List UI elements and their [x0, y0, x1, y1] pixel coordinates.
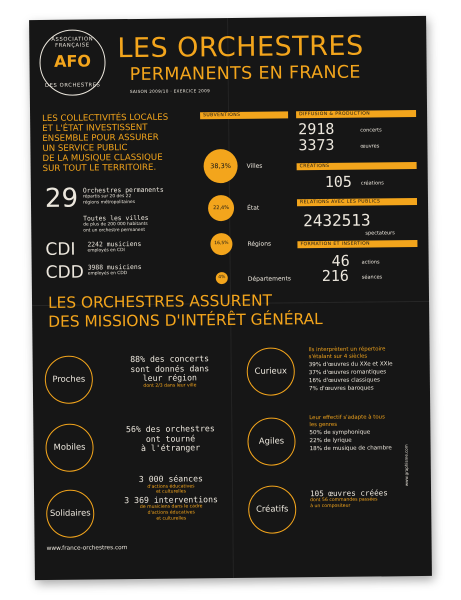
mission-line: 37% d'œuvres romantiques [308, 369, 387, 376]
intro-text [42, 112, 203, 174]
intro-line: UN SERVICE PUBLIC [42, 143, 128, 154]
cdi-block [87, 240, 197, 254]
funding-header: SUBVENTIONS [200, 111, 288, 119]
mission-head: Ils interprètent un répertoire [308, 346, 386, 354]
mission-line: leur région [142, 372, 197, 384]
mission-line: 88% des concerts [130, 353, 210, 365]
footer-url[interactable]: www.france-orchestres.com [46, 545, 128, 552]
mission-circle-proches: Proches [45, 355, 94, 404]
orchestras-sub: régions métropolitaines [82, 199, 136, 206]
seances-label: séances [361, 274, 383, 281]
afo-logo [39, 29, 106, 96]
funding-label-departements: Départements [247, 275, 291, 283]
mission-circle-curieux: Curieux [247, 347, 296, 396]
mission-text-solidaires [106, 474, 236, 523]
mission-line: 3 369 interventions [124, 493, 218, 505]
page-title-line2: PERMANENTS EN FRANCE [129, 62, 361, 86]
funding-pct: 4% [218, 275, 226, 281]
mission-sub: et culturelles [156, 489, 187, 495]
funding-label-etat: État [247, 204, 260, 212]
mission-text-mobiles [105, 424, 235, 454]
cdd-label: 3988 musiciens [87, 262, 142, 272]
mission-circle-agiles: Agiles [247, 417, 296, 466]
funding-pct: 16,5% [214, 240, 229, 246]
orchestras-block [83, 186, 203, 205]
mission-sub: dont 56 commandes passées [310, 497, 378, 504]
diffusion-header: DIFFUSION & PRODUCTION [296, 110, 416, 118]
spectators-label: spectateurs [365, 230, 395, 237]
mission-line: 18% de musique de chambre [309, 445, 392, 453]
mission-line: 3 000 séances [138, 473, 203, 484]
section2-title-line2: DES MISSIONS D'INTÉRÊT GÉNÉRAL [48, 310, 323, 331]
mission-text-curieux [309, 346, 427, 394]
footer-side-credit: www.graphisme.com [403, 444, 409, 487]
orchestras-count: 29 [44, 183, 79, 214]
villes-block [83, 214, 203, 233]
poster [29, 16, 432, 580]
mission-sub: dont 2/3 dans leur ville [143, 383, 197, 389]
mission-sub: de musiciens dans le cadre [139, 504, 203, 511]
mission-head: les genres [309, 421, 338, 428]
funding-label-villes: Villes [246, 162, 263, 170]
formation-header: FORMATION ET INSERTION [297, 240, 417, 248]
orchestras-sub: répartis sur 20 des 22 [82, 194, 132, 200]
intro-line: LES COLLECTIVITÉS LOCALES [42, 112, 169, 124]
mission-sub: et culturelles [156, 516, 187, 522]
creations-count: 105 [324, 172, 352, 192]
mission-head: Leur effectif s'adapte à tous [309, 414, 385, 422]
logo-mark: AFO [53, 51, 92, 71]
mission-line: 16% d'œuvres classiques [308, 377, 380, 385]
mission-line: 50% de symphonique [309, 429, 371, 436]
cdi-label: 2242 musiciens [87, 239, 142, 249]
mission-line: 56% des orchestres [125, 423, 215, 435]
section2-title [48, 291, 323, 332]
villes-label: Toutes les villes [83, 213, 149, 223]
mission-line: 22% de lyrique [309, 437, 352, 444]
section2-title-line1: LES ORCHESTRES ASSURENT [47, 291, 273, 312]
mission-line: sont donnés dans [130, 362, 210, 374]
mission-sub: à un compositeur [310, 503, 351, 509]
cdd-heading: CDD [45, 262, 84, 283]
funding-bubble-etat [208, 195, 234, 221]
oeuvres-label: œuvres [360, 143, 380, 150]
funding-label-regions: Régions [247, 240, 272, 248]
mission-head: s'étalant sur 4 siècles [308, 353, 368, 360]
villes-sub: de plus de 200 000 habitants [83, 222, 148, 228]
page-subtitle: SAISON 2009/10 · EXERCICE 2009 [129, 88, 211, 95]
logo-ring-top: ASSOCIATION FRANÇAISE [51, 36, 94, 49]
cdd-block [88, 263, 198, 277]
oeuvres-count: 3373 [298, 135, 335, 155]
funding-bubble-regions [210, 233, 233, 256]
mission-circle-solidaires: Solidaires [46, 489, 95, 538]
funding-pct: 22,4% [213, 204, 230, 212]
logo-ring-bottom: DES ORCHESTRES [44, 82, 101, 89]
mission-sub: d'actions éducatives [147, 483, 195, 490]
public-header: RELATIONS AVEC LES PUBLICS [297, 198, 417, 206]
funding-pct: 38,3% [210, 161, 232, 171]
mission-text-proches [105, 354, 235, 390]
mission-circle-mobiles: Mobiles [45, 423, 94, 472]
page-title-line1: LES ORCHESTRES [117, 30, 364, 65]
mission-line: 7% d'œuvres baroques [308, 385, 374, 393]
villes-sub: ont un orchestre permanent [83, 227, 146, 234]
seances-count: 216 [321, 266, 349, 286]
mission-line: 105 œuvres créées [310, 488, 388, 499]
actions-label: actions [361, 259, 380, 266]
cdi-sub: employés en CDI [87, 248, 125, 254]
creations-header: CRÉATIONS [297, 162, 417, 170]
spectators-count: 2432513 [303, 210, 371, 231]
funding-bubble-departements [216, 272, 228, 284]
mission-circle-creatifs: Créatifs [248, 485, 297, 534]
intro-line: DE LA MUSIQUE CLASSIQUE [42, 152, 163, 164]
mission-line: ont tourné [145, 432, 196, 444]
mission-line: 39% d'œuvres du XXe et XXIe [308, 360, 393, 368]
intro-line: SUR TOUT LE TERRITOIRE. [42, 162, 157, 174]
mission-sub: d'actions éducatives [147, 510, 195, 516]
funding-chart [198, 125, 292, 294]
intro-line: ET L'ÉTAT INVESTISSENT [42, 122, 148, 134]
concerts-count: 2918 [298, 119, 335, 139]
intro-line: ENSEMBLE POUR ASSURER [42, 132, 159, 144]
cdi-heading: CDI [45, 239, 76, 260]
concerts-label: concerts [360, 127, 382, 134]
creations-label: créations [360, 180, 384, 187]
mission-text-agiles [309, 414, 427, 453]
mission-text-creatifs [310, 488, 428, 509]
cdd-sub: employés en CDD [87, 271, 128, 277]
funding-bubble-villes [203, 149, 237, 183]
orchestras-label: Orchestres permanents [82, 185, 164, 195]
mission-line: à l'étranger [140, 442, 201, 454]
actions-count: 46 [331, 251, 350, 270]
